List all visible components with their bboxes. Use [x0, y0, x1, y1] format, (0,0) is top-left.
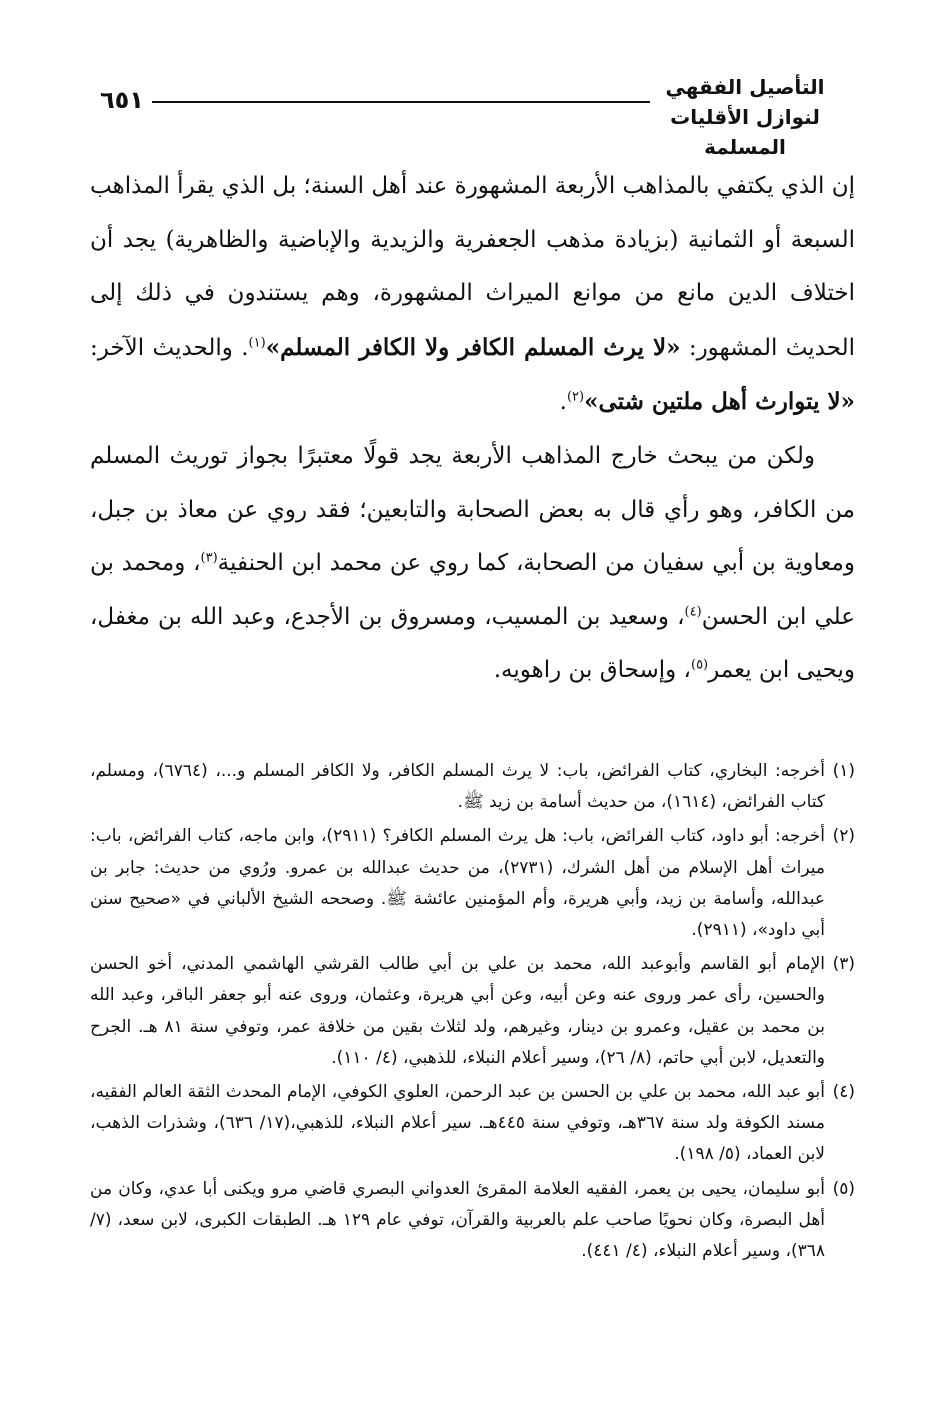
page-header — [90, 70, 855, 159]
footnote-ref-3[interactable]: (٣) — [200, 550, 218, 566]
footnote-text: أخرجه: البخاري، كتاب الفرائض، باب: لا يرث المسلم الكافر، ولا الكافر المسلم و...، (٦٧٦٤)، ومسلم، كتاب الفرائض، (١٦١٤)، من حديث أسامة بن زيد ﷺ. — [90, 761, 825, 813]
footnote-ref-2[interactable]: (٢) — [566, 389, 585, 405]
footnote-number: (٤) — [832, 1082, 855, 1103]
hadith-quote-1: «لا يرث المسلم الكافر ولا الكافر المسلم» — [265, 333, 681, 361]
footnote-1 — [90, 756, 855, 818]
header-rule — [152, 101, 650, 103]
footnote-number: (٣) — [832, 954, 855, 975]
footnote-text: أخرجه: أبو داود، كتاب الفرائض، باب: هل يرث المسلم الكافر؟ (٢٩١١)، وابن ماجه، كتاب الفرائض، باب: ميراث أهل الإسلام من أهل الشرك، (٢٧٣١)، من حديث عبدالله بن عمرو. ورُوي من حديث: جابر بن عبدالله، وأسامة بن زيد، وأبي هريرة، وأم المؤمنين عائشة ﷺ. وصححه الشيخ الألباني في «صحيح سنن أبي داود»، (٢٩١١). — [90, 826, 826, 941]
footnote-3 — [90, 949, 855, 1074]
paragraph-1 — [90, 160, 855, 430]
footnote-ref-1[interactable]: (١) — [248, 335, 266, 351]
hadith-quote-2: «لا يتوارث أهل ملتين شتى» — [584, 388, 855, 416]
paragraph-2-part-d: ، وإسحاق بن راهويه. — [493, 657, 691, 684]
footnote-ref-4[interactable]: (٤) — [684, 604, 702, 620]
main-text — [90, 160, 855, 698]
footnote-number: (٥) — [832, 1178, 855, 1199]
paragraph-1-mid: . والحديث الآخر: — [90, 334, 249, 361]
footnote-text: الإمام أبو القاسم وأبوعبد الله، محمد بن علي بن أبي طالب القرشي الهاشمي المدني، أخو الحسن والحسين، رأى عمر وروى عنه وعن أبيه، وعن أبي هريرة، وعثمان، وروى عنه أبو جعفر الباقر، وعبد الله بن محمد بن عقيل، وعمرو بن دينار، وغيرهم، ولد لثلاث بقين من خلافة عمر، وتوفي سنة ٨١ هـ. الجرح والتعديل، لابن أبي حاتم، (٨/ ٢٦)، وسير أعلام النبلاء، للذهبي، (٤/ ١١٠). — [90, 954, 825, 1068]
paragraph-2-part-a: ولكن من يبحث خارج المذاهب الأربعة يجد قولًا معتبرًا بجواز توريث المسلم من الكافر، وهو رأي قال به بعض الصحابة والتابعين؛ فقد روي عن معاذ بن جبل، ومعاوية بن أبي سفيان من الصحابة، كما روي عن محمد ابن الحنفية — [90, 442, 855, 577]
book-title-line-2: لنوازل الأقليات المسلمة — [670, 105, 820, 159]
paragraph-2-part-c: ، وسعيد بن المسيب، ومسروق بن الأجدع، وعبد الله بن مغفل، ويحيى ابن يعمر — [90, 603, 855, 684]
footnote-text: أبو عبد الله، محمد بن علي بن الحسن بن عبد الرحمن، العلوي الكوفي، الإمام المحدث الثقة العالم الفقيه، مسند الكوفة ولد سنة ٣٦٧هـ، وتوفي سنة ٤٤٥هـ. سير أعلام النبلاء، للذهبي،(١٧/ ٦٣٦)، وشذرات الذهب، لابن العماد، (٥/ ١٩٨). — [90, 1082, 825, 1165]
footnote-5 — [90, 1174, 855, 1268]
book-title-line-1: التأصيل الفقهي — [665, 75, 825, 99]
paragraph-1-text: إن الذي يكتفي بالمذاهب الأربعة المشهورة عند أهل السنة؛ بل الذي يقرأ المذاهب السبعة أو الثمانية (بزيادة مذهب الجعفرية والزيدية والإباضية والظاهرية) يجد أن اختلاف الدين مانع من موانع الميراث المشهورة، وهم يستندون في ذلك إلى الحديث المشهور: — [90, 173, 856, 361]
footnote-2 — [90, 821, 855, 946]
paragraph-1-end: . — [559, 389, 567, 416]
footnote-ref-5[interactable]: (٥) — [690, 657, 709, 673]
book-title — [635, 72, 855, 162]
footnote-number: (٢) — [832, 826, 855, 847]
page-number: ٦٥١ — [100, 86, 144, 114]
footnote-4 — [90, 1077, 855, 1171]
paragraph-2 — [90, 430, 855, 698]
footnote-number: (١) — [832, 761, 855, 781]
footnotes — [90, 756, 855, 1270]
footnote-text: أبو سليمان، يحيى بن يعمر، الفقيه العلامة المقرئ العدواني البصري قاضي مرو ويكنى أبا عدي، وكان من أهل البصرة، وكان نحويًا صاحب علم بالعربية والقرآن، توفي عام ١٢٩ هـ. الطبقات الكبرى، لابن سعد، (٧/ ٣٦٨)، وسير أعلام النبلاء، (٤/ ٤٤١). — [90, 1178, 826, 1262]
paragraph-2-part-b: ، ومحمد بن علي ابن الحسن — [90, 550, 855, 630]
